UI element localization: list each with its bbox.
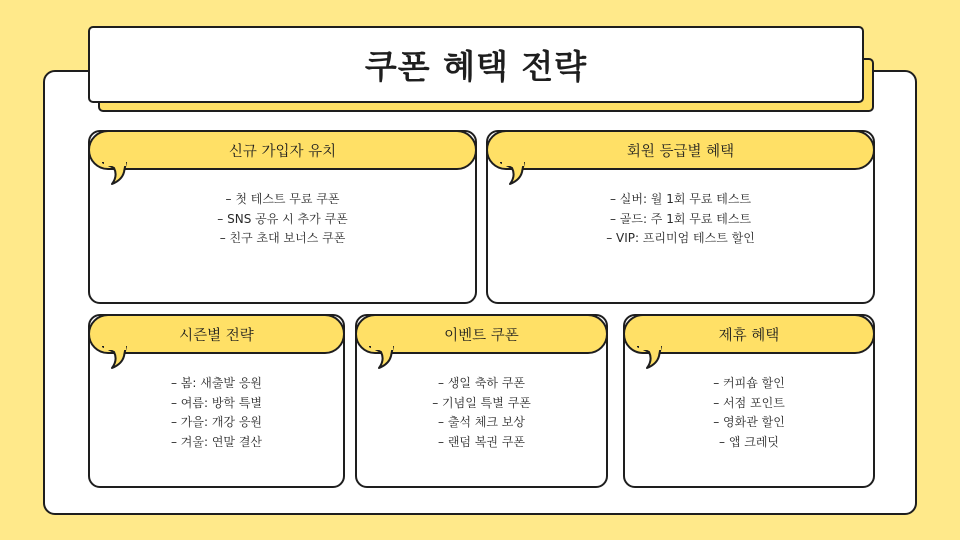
speech-tail-icon xyxy=(637,346,665,370)
speech-tail-icon xyxy=(369,346,397,370)
list-item: – 출석 체크 보상 xyxy=(438,415,525,429)
card-heading: 회원 등급별 혜택 xyxy=(626,143,735,160)
card-heading: 제휴 혜택 xyxy=(718,327,780,344)
page-title: 쿠폰 혜택 전략 xyxy=(364,47,588,86)
card-heading-bar xyxy=(486,130,875,170)
card-heading-bar xyxy=(88,130,477,170)
list-item: – 앱 크레딧 xyxy=(719,434,779,449)
card-heading: 시즌별 전략 xyxy=(179,327,254,344)
card-event-coupon xyxy=(355,314,608,488)
list-item: – 골드: 주 1회 무료 테스트 xyxy=(609,211,752,226)
title-box xyxy=(88,26,864,103)
list-item: – 생일 축하 쿠폰 xyxy=(438,376,525,390)
list-item: – 영화관 할인 xyxy=(713,415,785,429)
list-item: – 랜덤 복권 쿠폰 xyxy=(438,434,525,449)
list-item: – 기념일 특별 쿠폰 xyxy=(432,395,531,410)
list-item: – 친구 초대 보너스 쿠폰 xyxy=(219,231,346,245)
speech-tail-icon xyxy=(102,346,130,370)
card-list xyxy=(357,374,606,452)
card-heading: 신규 가입자 유치 xyxy=(228,143,337,160)
card-list xyxy=(90,374,343,452)
list-item: – 여름: 방학 특별 xyxy=(170,395,263,410)
list-item: – 겨울: 연말 결산 xyxy=(170,434,263,449)
list-item: – 실버: 월 1회 무료 테스트 xyxy=(609,192,752,206)
card-list xyxy=(625,374,873,452)
list-item: – 가을: 개강 응원 xyxy=(170,415,263,429)
card-list xyxy=(488,190,873,249)
speech-tail-icon xyxy=(500,162,528,186)
speech-tail-icon xyxy=(102,162,130,186)
card-partnership xyxy=(623,314,875,488)
card-new-member xyxy=(88,130,477,304)
card-heading: 이벤트 쿠폰 xyxy=(444,327,519,344)
list-item: – 첫 테스트 무료 쿠폰 xyxy=(225,192,340,206)
card-season-strategy xyxy=(88,314,345,488)
list-item: – VIP: 프리미엄 테스트 할인 xyxy=(606,231,755,245)
list-item: – SNS 공유 시 추가 쿠폰 xyxy=(217,211,348,226)
list-item: – 커피숍 할인 xyxy=(713,376,785,390)
card-list xyxy=(90,190,475,249)
list-item: – 서점 포인트 xyxy=(713,395,785,410)
card-membership-tier xyxy=(486,130,875,304)
list-item: – 봄: 새출발 응원 xyxy=(170,376,263,390)
